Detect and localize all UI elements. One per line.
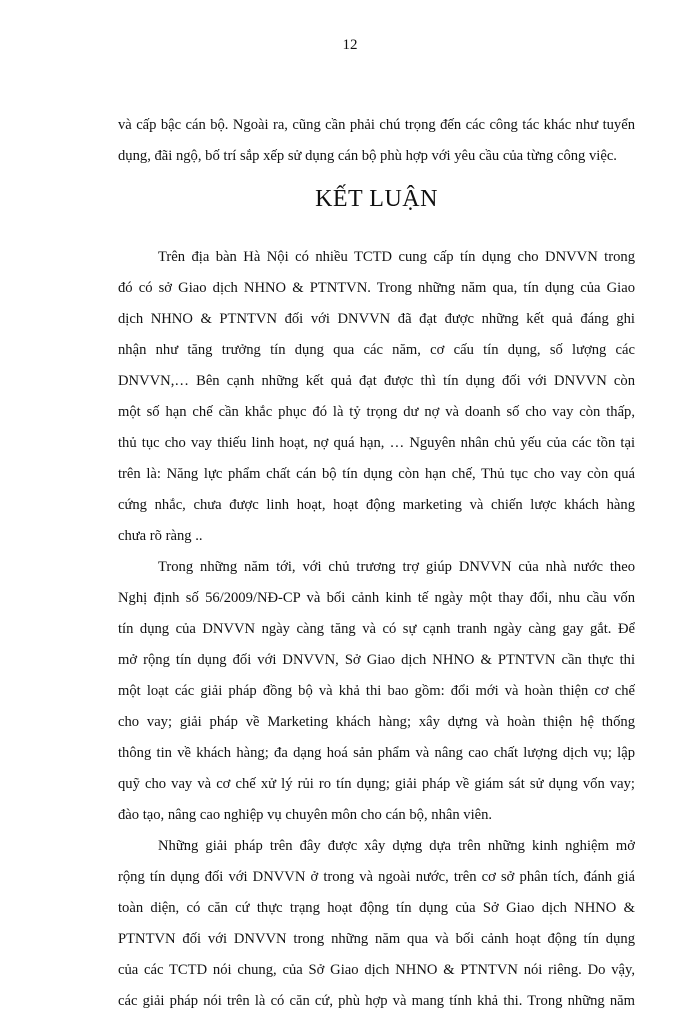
text-line: thủ tục cho vay thiếu linh hoạt, nợ quá hạn, … Nguyên nhân chủ yếu của các tồn tại	[118, 435, 635, 451]
text-line: tín dụng của DNVVN ngày càng tăng và có sự cạnh tranh ngày càng gay gắt. Để	[118, 621, 635, 637]
text-line: chưa rõ ràng ..	[118, 528, 203, 544]
text-line: một số hạn chế cần khắc phục đó là tỷ trọng dư nợ và doanh số cho vay còn thấp,	[118, 404, 635, 420]
text-line: dụng, đãi ngộ, bố trí sắp xếp sử dụng cán bộ phù hợp với yêu cầu của từng công việc.	[118, 148, 617, 164]
text-line: cứng nhắc, chưa được linh hoạt, hoạt động marketing và chiến lược khách hàng	[118, 497, 635, 513]
text-line: đó có sở Giao dịch NHNO & PTNTVN. Trong những năm qua, tín dụng của Giao	[118, 280, 635, 296]
text-line: rộng tín dụng đối với DNVVN ở trong và ngoài nước, trên cơ sở phân tích, đánh giá	[118, 869, 635, 885]
page-content	[118, 110, 635, 1017]
text-line: đào tạo, nâng cao nghiệp vụ chuyên môn cho cán bộ, nhân viên.	[118, 807, 493, 823]
text-line: và cấp bậc cán bộ. Ngoài ra, cũng cần phải chú trọng đến các công tác khác như tuyển	[118, 117, 635, 133]
text-line: PTNTVN đối với DNVVN trong những năm qua và bối cảnh hoạt động tín dụng	[118, 931, 635, 947]
paragraph-1	[118, 242, 635, 552]
text-line: dịch NHNO & PTNTVN đối với DNVVN đã đạt được những kết quả đáng ghi	[118, 311, 635, 327]
text-line: Trong những năm tới, với chủ trương trợ giúp DNVVN của nhà nước theo	[158, 559, 635, 575]
paragraph-3	[118, 831, 635, 1017]
text-line: Những giải pháp trên đây được xây dựng dựa trên những kinh nghiệm mở	[158, 838, 635, 854]
page-number: 12	[342, 37, 358, 53]
text-line: cho vay; giải pháp về Marketing khách hàng; xây dựng và hoàn thiện hệ thống	[118, 714, 635, 730]
text-line: một loạt các giải pháp đồng bộ và khả thi bao gồm: đổi mới và hoàn thiện cơ chế	[118, 683, 635, 699]
text-line: DNVVN,… Bên cạnh những kết quả đạt được thì tín dụng đối với DNVVN còn	[118, 373, 635, 389]
text-line: toàn diện, có căn cứ thực trạng hoạt động tín dụng của Sở Giao dịch NHNO &	[118, 900, 635, 916]
section-heading: KẾT LUẬN	[315, 186, 438, 212]
text-line: Nghị định số 56/2009/NĐ-CP và bối cảnh kinh tế ngày một thay đổi, nhu cầu vốn	[118, 590, 635, 606]
paragraph-2	[118, 552, 635, 831]
text-line: trên là: Năng lực phẩm chất cán bộ tín dụng còn hạn chế, Thủ tục cho vay còn quá	[118, 466, 635, 482]
text-line: mở rộng tín dụng đối với DNVVN, Sở Giao dịch NHNO & PTNTVN cần thực thi	[118, 652, 635, 668]
text-line: thông tin về khách hàng; đa dạng hoá sản phẩm và nâng cao chất lượng dịch vụ; lập	[118, 745, 635, 761]
text-line: các giải pháp nói trên là có căn cứ, phù hợp và mang tính khả thi. Trong những năm	[118, 993, 635, 1009]
text-line: Trên địa bàn Hà Nội có nhiều TCTD cung cấp tín dụng cho DNVVN trong	[158, 249, 635, 265]
text-line: nhận như tăng trưởng tín dụng qua các năm, cơ cấu tín dụng, số lượng các	[118, 342, 635, 358]
text-line: quỹ cho vay và cơ chế xử lý rủi ro tín dụng; giải pháp về giám sát sử dụng vốn vay;	[118, 776, 635, 792]
text-line: của các TCTD nói chung, của Sở Giao dịch NHNO & PTNTVN nói riêng. Do vậy,	[118, 962, 635, 978]
intro-paragraph	[118, 110, 635, 172]
